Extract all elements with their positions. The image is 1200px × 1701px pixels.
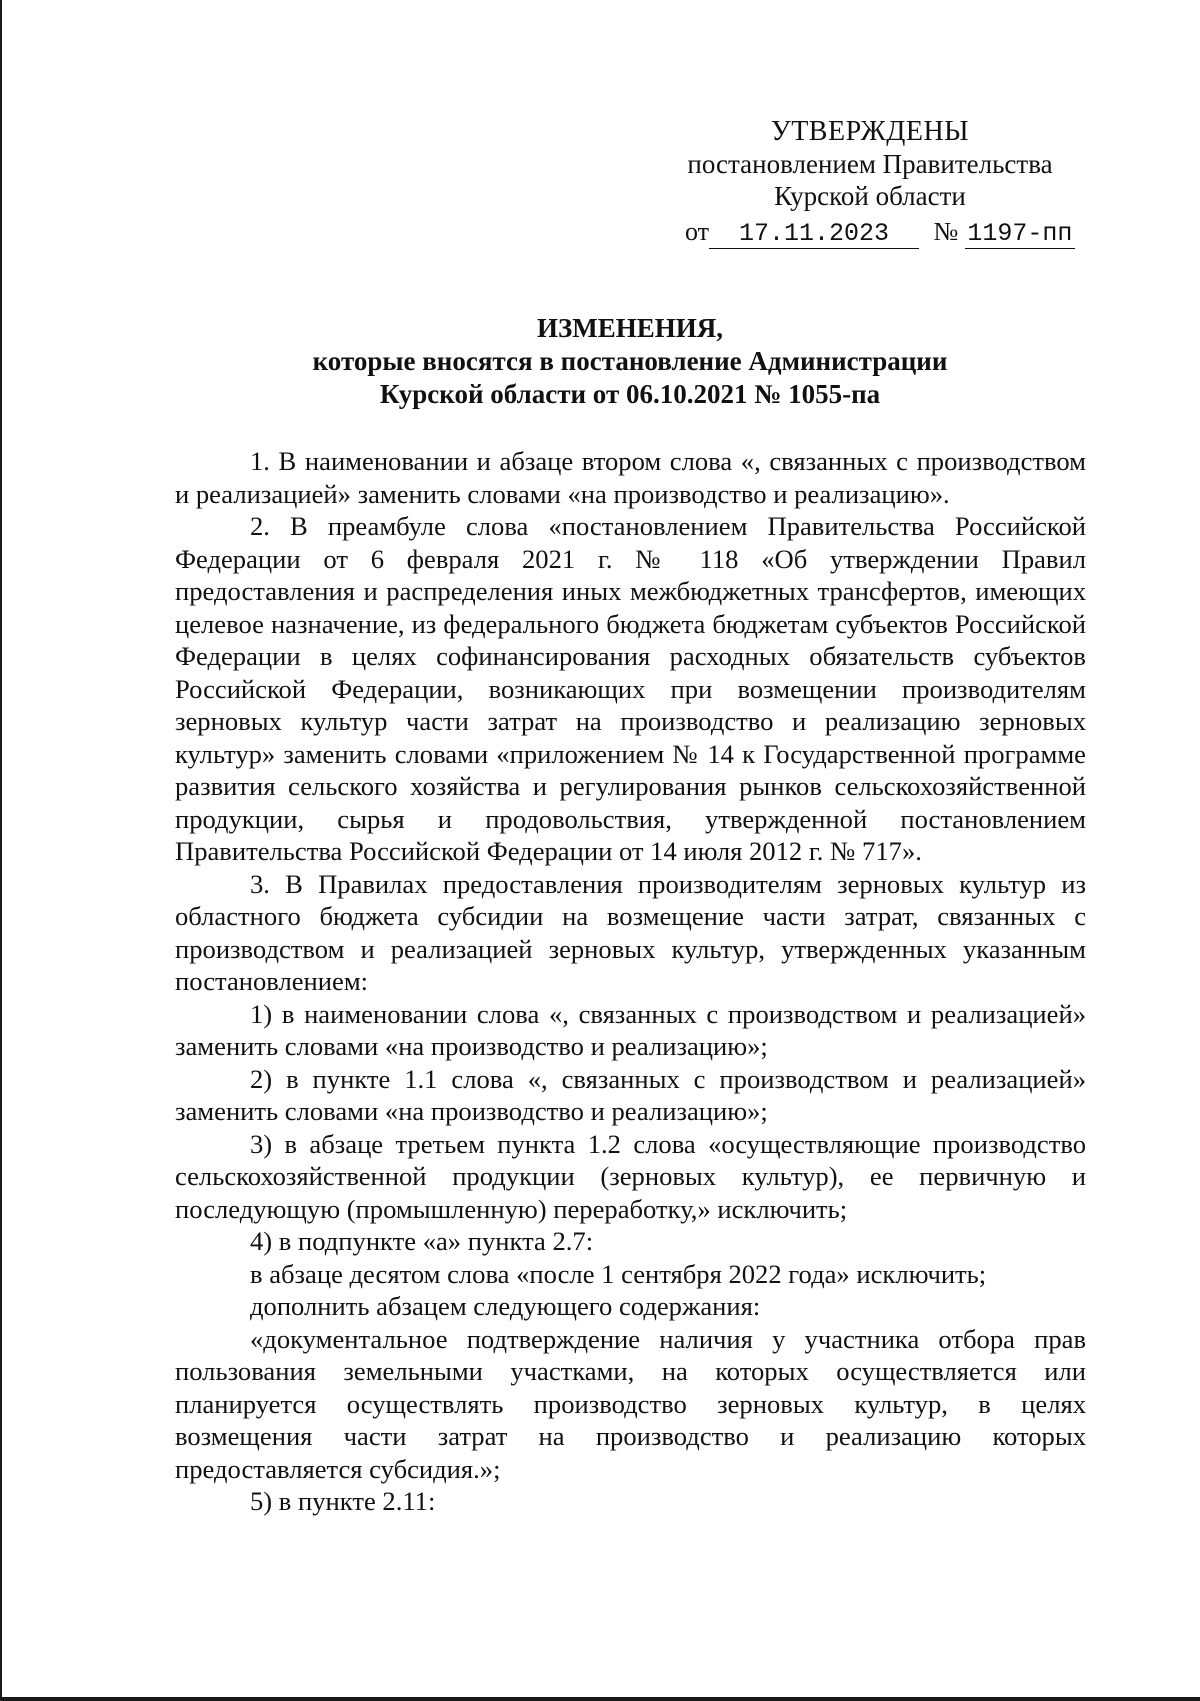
document-heading xyxy=(170,312,1090,411)
paragraph: 1. В наименовании и абзаце втором слова «, связанных с производством и реализацией» заменить словами «на производство и реализацию». xyxy=(175,446,1086,509)
paragraph: 4) в подпункте «а» пункта 2.7: xyxy=(250,1226,594,1256)
paragraph: 2. В преамбуле слова «постановлением Правительства Российской Федерации от 6 февраля 2021 г. № 118 «Об утверждении Правил предоставления и распределения иных межбюджетных трансфертов, имеющих целевое назначение, из федерального бюджета бюджетам субъектов Российской Федерации в целях софинансирования расходных обязательств субъектов Российской Федерации, возникающих при возмещении производителям зерновых культур части затрат на производство и реализацию зерновых культур» заменить словами «приложением № 14 к Государственной программе развития сельского хозяйства и регулирования рынков сельскохозяйственной продукции, сырья и продовольствия, утвержденной постановлением Правительства Российской Федерации от 14 июля 2012 г. № 717». xyxy=(175,511,1086,866)
heading-line-2: которые вносятся в постановление Администрации xyxy=(312,346,948,376)
paragraph: 3. В Правилах предоставления производителям зерновых культур из областного бюджета субсидии на возмещение части затрат, связанных с производством и реализацией зерновых культур, утвержденных указанным постановлением: xyxy=(175,868,1086,996)
paragraph: 5) в пункте 2.11: xyxy=(250,1486,436,1516)
paragraph: 2) в пункте 1.1 слова «, связанных с производством и реализацией» заменить словами «на производство и реализацию»; xyxy=(175,1063,1086,1126)
scan-edge-bottom xyxy=(0,1697,1200,1701)
paragraph: «документальное подтверждение наличия у участника отбора прав пользования земельными участками, на которых осуществляется или планируется осуществлять производство зерновых культур, в целях возмещения части затрат на производство и реализацию которых предоставляется субсидия.»; xyxy=(175,1323,1086,1484)
approval-line-2: Курской области xyxy=(774,181,966,211)
date-prefix: от xyxy=(685,217,710,246)
heading-title: ИЗМЕНЕНИЯ, xyxy=(536,313,723,343)
number-sign: № xyxy=(933,217,959,246)
approval-line-1: постановлением Правительства xyxy=(687,149,1053,179)
paragraph: 1) в наименовании слова «, связанных с производством и реализацией» заменить словами «на производство и реализацию»; xyxy=(175,998,1086,1061)
approval-number-line xyxy=(685,216,1125,250)
heading-line-3: Курской области от 06.10.2021 № 1055-па xyxy=(379,379,881,409)
approval-title: УТВЕРЖДЕНЫ xyxy=(770,116,970,147)
approval-date: 17.11.2023 xyxy=(709,220,919,249)
document-body xyxy=(175,445,1086,1518)
approval-number: 1197-пп xyxy=(965,220,1075,249)
scan-edge-left xyxy=(0,0,2,1701)
paragraph: дополнить абзацем следующего содержания: xyxy=(250,1291,761,1321)
paragraph: 3) в абзаце третьем пункта 1.2 слова «осуществляющие производство сельскохозяйственной продукции (зерновых культур), ее первичную и последующую (промышленную) переработку,» исключить; xyxy=(175,1128,1086,1224)
approval-block xyxy=(660,116,1080,248)
paragraph: в абзаце десятом слова «после 1 сентября 2022 года» исключить; xyxy=(250,1258,987,1289)
